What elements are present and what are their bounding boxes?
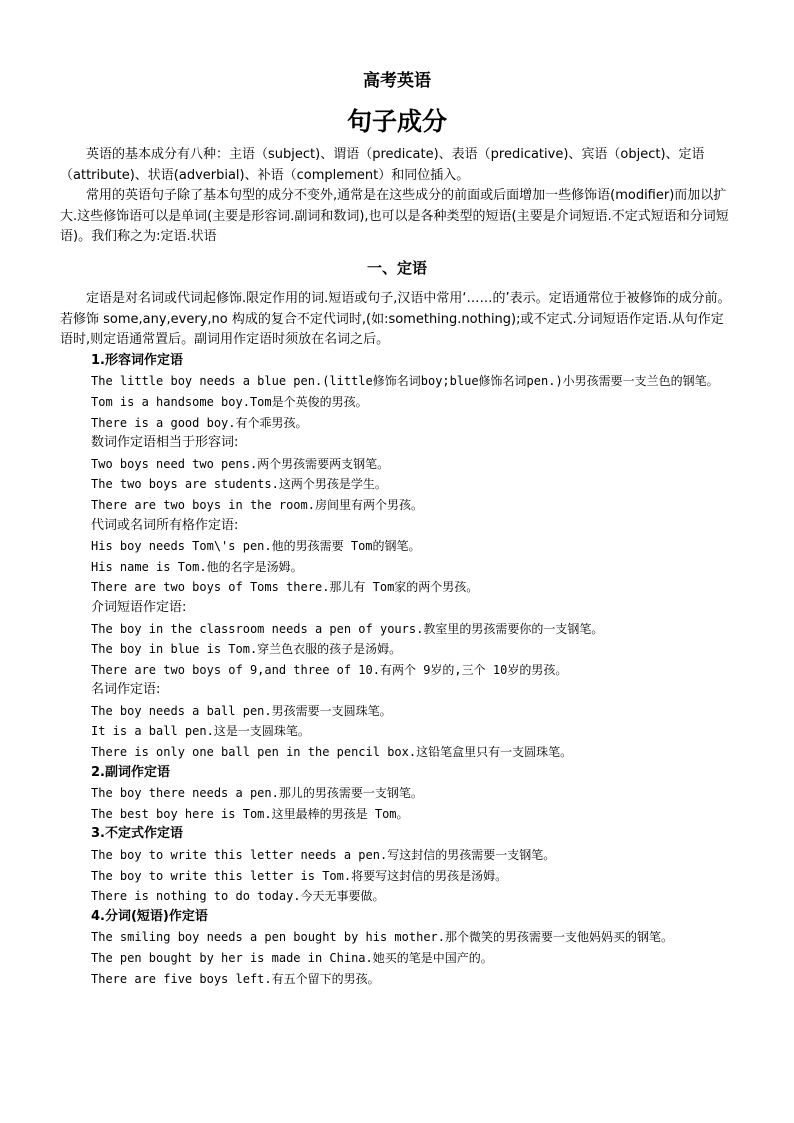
example-line: The boy in blue is Tom.穿兰色衣服的孩子是汤姆。: [91, 642, 402, 657]
example-line: There are two boys in the room.房间里有两个男孩。: [91, 497, 423, 512]
example-line: Two boys need two pens.两个男孩需要两支钢笔。: [91, 456, 390, 471]
example-line: There are two boys of 9,and three of 10.有两个 9岁的,三个 10岁的男孩。: [91, 662, 568, 677]
example-line: There is a good boy.有个乖男孩。: [91, 415, 308, 430]
subheading-infinitive: 3.不定式作定语: [91, 826, 183, 842]
label-noun: 名词作定语:: [91, 682, 161, 698]
label-possessive: 代词或名词所有格作定语:: [91, 517, 239, 533]
label-prepositional: 介词短语作定语:: [91, 599, 187, 615]
example-line: The boy needs a ball pen.男孩需要一支圆珠笔。: [91, 703, 392, 718]
example-line: It is a ball pen.这是一支圆珠笔。: [91, 724, 310, 739]
example-line: There are two boys of Toms there.那儿有 Tom家的两个男孩。: [91, 580, 479, 595]
document-title: 高考英语: [363, 71, 431, 91]
example-line: His boy needs Tom\'s pen.他的男孩需要 Tom的钢笔。: [91, 539, 421, 554]
example-line: The best boy here is Tom.这里最棒的男孩是 Tom。: [91, 806, 409, 821]
label-numeral: 数词作定语相当于形容词:: [91, 435, 239, 451]
intro-section: [60, 145, 735, 248]
example-line: The boy to write this letter is Tom.将要写这封信的男孩是汤姆。: [91, 868, 508, 883]
example-line: There is nothing to do today.今天无事要做。: [91, 889, 385, 904]
example-line: The boy there needs a pen.那儿的男孩需要一支钢笔。: [91, 786, 423, 801]
definition-paragraph: 定语是对名词或代词起修饰.限定作用的词.短语或句子,汉语中常用‘……的’表示。定语通常位于被修饰的成分前。若修饰 some,any,every,no 构成的复合不定代词时,(如:something.nothing);或不定式.分词短语作定语.从句作定语时,则定语通常置后。副词用作定语时须放在名词之后。: [60, 291, 731, 348]
intro-paragraph-1: 英语的基本成分有八种：主语（subject)、谓语（predicate)、表语（predicative)、宾语（object)、定语（attribute)、状语(adverbial)、补语（complement）和同位插入。: [60, 147, 705, 183]
example-line: The little boy needs a blue pen.(little修饰名词boy;blue修饰名词pen.)小男孩需要一支兰色的钢笔。: [91, 374, 719, 389]
example-line: The boy to write this letter needs a pen.写这封信的男孩需要一支钢笔。: [91, 848, 556, 863]
example-line: His name is Tom.他的名字是汤姆。: [91, 559, 303, 574]
example-line: The smiling boy needs a pen bought by his mother.那个微笑的男孩需要一支他妈妈买的钢笔。: [91, 930, 674, 945]
subheading-participle: 4.分词(短语)作定语: [91, 908, 208, 924]
intro-paragraph-2: 常用的英语句子除了基本句型的成分不变外,通常是在这些成分的前面或后面增加一些修饰语(modifier)而加以扩大.这些修饰语可以是单词(主要是形容词.副词和数词),也可以是各种类型的短语(主要是介词短语.不定式短语和分词短语)。我们称之为:定语.状语: [60, 188, 729, 245]
subheading-adverb: 2.副词作定语: [91, 764, 170, 780]
section-heading-attribute: 一、定语: [366, 259, 427, 277]
example-line: There are five boys left.有五个留下的男孩。: [91, 971, 380, 986]
example-line: The boy in the classroom needs a pen of yours.教室里的男孩需要你的一支钢笔。: [91, 621, 604, 636]
example-line: The pen bought by her is made in China.她买的笔是中国产的。: [91, 951, 493, 965]
example-line: Tom is a handsome boy.Tom是个英俊的男孩。: [91, 394, 368, 409]
attribute-section: [60, 289, 735, 989]
subheading-adjective: 1.形容词作定语: [91, 352, 183, 368]
example-line: There is only one ball pen in the pencil box.这铅笔盒里只有一支圆珠笔。: [91, 745, 573, 760]
example-line: The two boys are students.这两个男孩是学生。: [91, 477, 387, 492]
document-subtitle: 句子成分: [346, 107, 447, 136]
